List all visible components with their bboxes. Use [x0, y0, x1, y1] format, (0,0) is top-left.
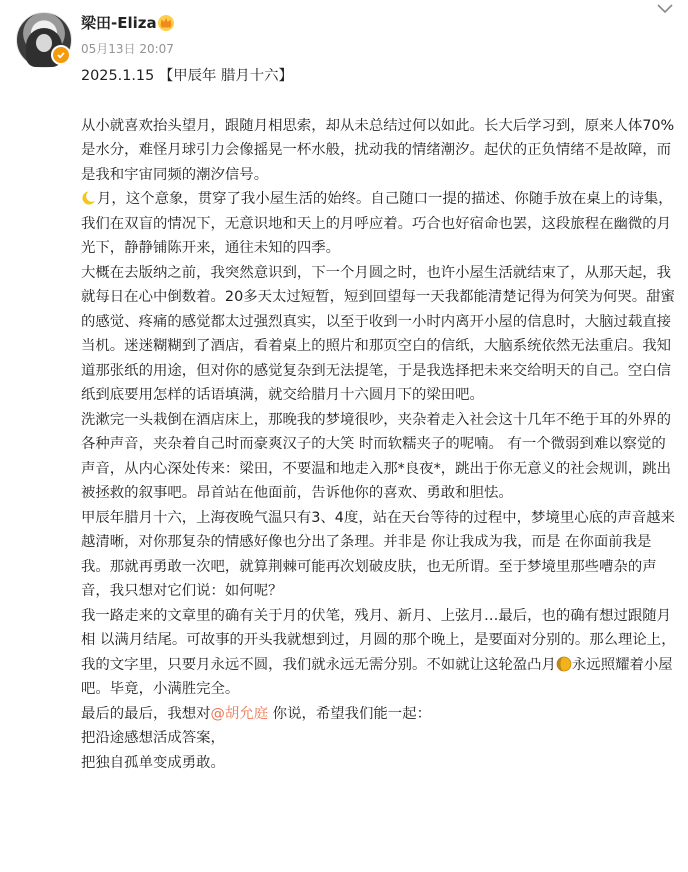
post-content: [81, 64, 677, 775]
paragraph-text: 月，这个意象，贯穿了我小屋生活的始终。自己随口一提的描述、你随手放在桌上的诗集，我们在双盲的情况下，无意识地和天上的月呼应着。巧合也好宿命也罢，这段旅程在幽微的月光下，静静铺陈开来，通往未知的四季。: [81, 191, 673, 256]
paragraph: [81, 187, 677, 261]
post-timestamp[interactable]: 05月13日 20:07: [81, 42, 174, 56]
paragraph: 大概在去版纳之前，我突然意识到，下一个月圆之时，也许小屋生活就结束了，从那天起，我就每日在心中倒数着。20多天太过短暂，短到回望每一天我都能清楚记得为何笑为何哭。甜蜜的感觉、疼痛的感觉都太过强烈真实，以至于收到一小时内离开小屋的信息时，大脑过载直接当机。迷迷糊糊到了酒店，看着桌上的照片和那页空白的信纸，大脑系统依然无法重启。我知道那张纸的用途，但对你的感觉复杂到无法提笔，于是我选择把未来交给明天的自己。空白信纸到底要用怎样的话语填满，就交给腊月十六圆月下的梁田吧。: [81, 264, 675, 403]
crown-icon[interactable]: [156, 13, 176, 31]
paragraph: 洗漱完一头栽倒在酒店床上，那晚我的梦境很吵，夹杂着走入社会这十几年不绝于耳的外界的各种声音，夹杂着自己时而豪爽汉子的大笑 时而软糯夹子的呢喃。 有一个微弱到难以察觉的声音，从内心深处传来：梁田，不要温和地走入那*良夜*，跳出于你无意义的社会规训，跳出被拯救的叙事吧。昂首站在他面前，告诉他你的喜欢、勇敢和胆怯。: [81, 411, 672, 501]
paragraph: [81, 604, 677, 702]
paragraph-text: 我一路走来的文章里的确有关于月的伏笔，残月、新月、上弦月…最后，也的确有想过跟随月相 以满月结尾。可故事的开头我就想到过，月圆的那个晚上，是要面对分别的。那么理论上，我的文字里，只要月永远不圆，我们就永远无需分别。不如就让这轮盈凸月: [81, 607, 676, 673]
post-title-line: 2025.1.15 【甲辰年 腊月十六】: [81, 68, 293, 84]
avatar-face: [36, 34, 52, 52]
chevron-down-icon[interactable]: [654, 0, 676, 18]
paragraph-text: 永远照耀着小屋吧。毕竟，小满胜完全。: [81, 656, 673, 697]
paragraph-text: 你说，希望我们能一起：: [268, 705, 431, 722]
paragraph: 甲辰年腊月十六，上海夜晚气温只有3、4度，站在天台等待的过程中，梦境里心底的声音越来越清晰，对你那复杂的情感好像也分出了条理。并非是 你让我成为我，而是 在你面前我是我。那就再勇敢一次吧，就算荆棘可能再次划破皮肤，也无所谓。至于梦境里那些嘈杂的声音，我只想对它们说：如何呢？: [81, 509, 675, 599]
user-mention-link[interactable]: @胡允庭: [210, 705, 269, 722]
crescent-moon-icon: [81, 190, 97, 206]
paragraph: [81, 702, 677, 727]
paragraph: 把沿途感想活成答案，: [81, 730, 225, 746]
paragraph: 从小就喜欢抬头望月，跟随月相思索，却从未总结过何以如此。长大后学习到，原来人体70%是水分，难怪月球引力会像摇晃一杯水般，扰动我的情绪潮汐。起伏的正负情绪不是故障，而是我和宇宙同频的潮汐信号。: [81, 117, 675, 183]
verified-icon: [51, 45, 71, 65]
gibbous-moon-icon: [556, 656, 572, 672]
paragraph-text: 最后的最后，我想对: [81, 705, 211, 722]
paragraph: 把独自孤单变成勇敢。: [81, 754, 225, 771]
user-name[interactable]: 梁田-Eliza: [81, 14, 157, 32]
